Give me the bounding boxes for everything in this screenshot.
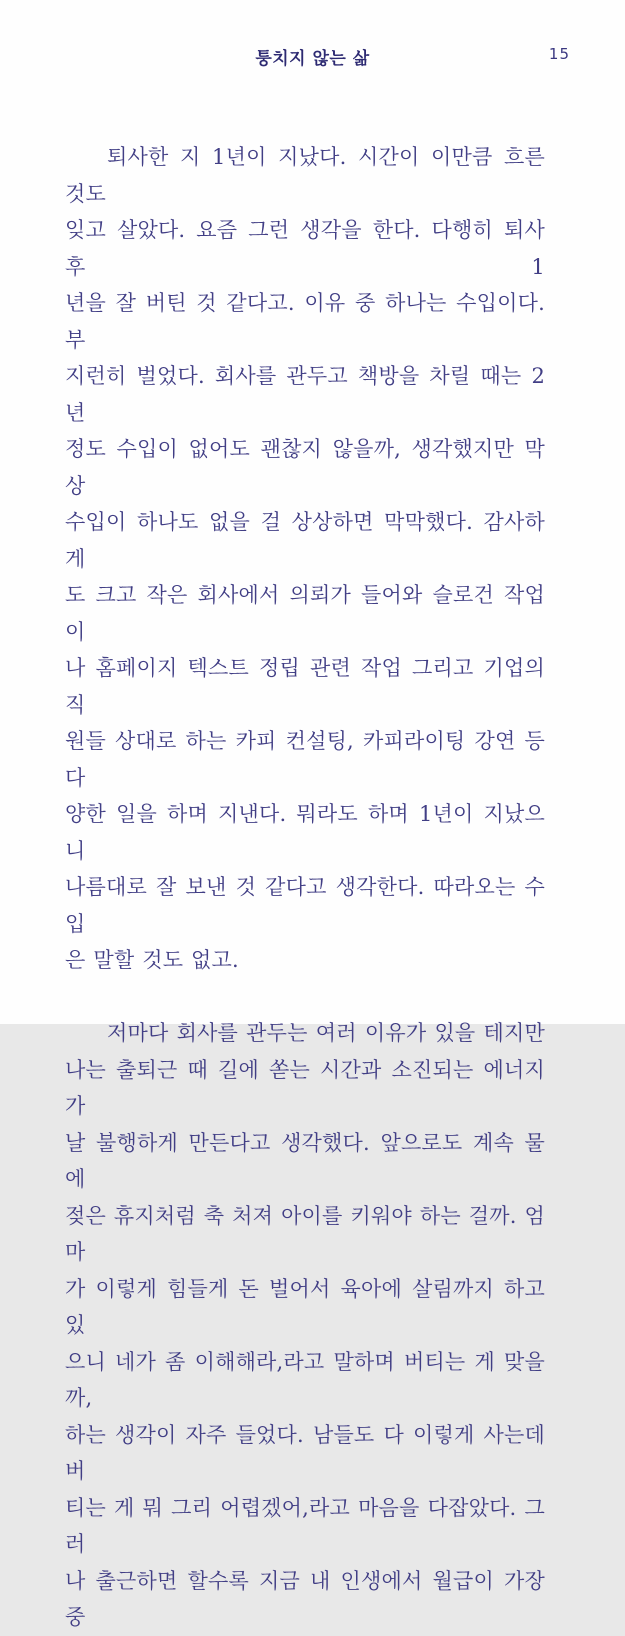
text-line: 나름대로 잘 보낸 것 같다고 생각한다. 따라오는 수입 xyxy=(65,875,545,936)
running-header-title: 퉁치지 않는 삶 xyxy=(255,49,370,69)
text-line: 도 크고 작은 회사에서 의뢰가 들어와 슬로건 작업이 xyxy=(65,583,545,644)
text-line: 수입이 하나도 없을 걸 상상하면 막막했다. 감사하게 xyxy=(65,510,545,571)
text-line: 잊고 살았다. 요즘 그런 생각을 한다. 다행히 퇴사 후 1 xyxy=(65,218,545,279)
page-body-text xyxy=(65,139,545,1636)
text-line: 양한 일을 하며 지낸다. 뭐라도 하며 1년이 지났으니 xyxy=(65,802,545,863)
paragraph-1 xyxy=(65,139,545,979)
text-line: 저마다 회사를 관두는 여러 이유가 있을 테지만 xyxy=(107,1021,545,1045)
text-line: 정도 수입이 없어도 괜찮지 않을까, 생각했지만 막상 xyxy=(65,437,545,498)
text-line: 퇴사한 지 1년이 지났다. 시간이 이만큼 흐른 것도 xyxy=(65,145,545,206)
paragraph-2 xyxy=(65,1015,545,1636)
text-line: 나는 출퇴근 때 길에 쏟는 시간과 소진되는 에너지가 xyxy=(65,1057,545,1118)
text-line: 티는 게 뭐 그리 어렵겠어,라고 마음을 다잡았다. 그러 xyxy=(65,1495,545,1556)
text-line: 원들 상대로 하는 카피 컨설팅, 카피라이팅 강연 등 다 xyxy=(65,729,545,790)
text-line: 날 불행하게 만든다고 생각했다. 앞으로도 계속 물에 xyxy=(65,1130,545,1191)
text-line: 나 출근하면 할수록 지금 내 인생에서 월급이 가장 중 xyxy=(65,1568,545,1629)
text-line: 년을 잘 버틴 것 같다고. 이유 중 하나는 수입이다. 부 xyxy=(65,291,545,352)
text-line: 젖은 휴지처럼 축 처져 아이를 키워야 하는 걸까. 엄마 xyxy=(65,1203,545,1264)
text-line: 으니 네가 좀 이해해라,라고 말하며 버티는 게 맞을까, xyxy=(65,1349,545,1410)
text-line: 하는 생각이 자주 들었다. 남들도 다 이렇게 사는데 버 xyxy=(65,1422,545,1483)
text-line: 나 홈페이지 텍스트 정립 관련 작업 그리고 기업의 직 xyxy=(65,656,545,717)
text-line: 은 말할 것도 없고. xyxy=(65,948,239,972)
text-line: 가 이렇게 힘들게 돈 벌어서 육아에 살림까지 하고 있 xyxy=(65,1276,545,1337)
page-number: 15 xyxy=(548,45,570,63)
text-line: 지런히 벌었다. 회사를 관두고 책방을 차릴 때는 2년 xyxy=(65,364,545,425)
